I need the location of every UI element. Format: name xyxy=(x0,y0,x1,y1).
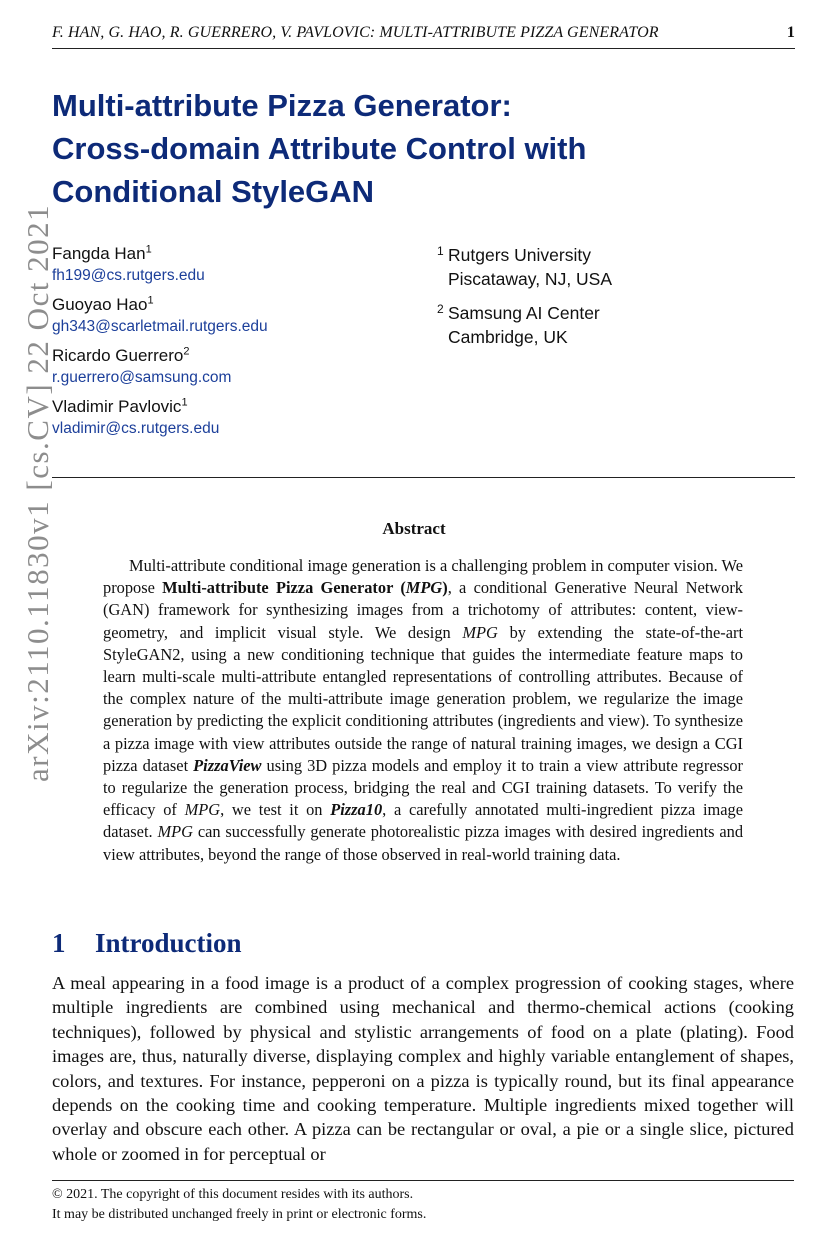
paper-title xyxy=(52,84,772,213)
author-affiliation-mark: 1 xyxy=(147,294,154,307)
affiliation-entry xyxy=(437,243,777,291)
author-entry xyxy=(52,396,412,439)
section-heading xyxy=(52,928,242,959)
author-affiliation-mark: 1 xyxy=(145,243,152,256)
affiliation-institution: Rutgers University xyxy=(448,245,591,265)
abstract-text-run: , we test it on xyxy=(220,800,331,820)
author-entry xyxy=(52,345,412,388)
abstract-heading: Abstract xyxy=(382,519,446,538)
affiliation-location: Cambridge, UK xyxy=(448,327,568,347)
footnote-divider xyxy=(52,1180,794,1181)
abstract-body xyxy=(103,555,743,866)
page-number: 1 xyxy=(786,24,795,41)
author-affiliation-mark: 1 xyxy=(181,396,188,409)
abstract-text-run: using 3D pizza models and employ it to train a view attribute regressor to regularize the generation process, bridging the real and CGI training datasets. To verify the efficacy of xyxy=(103,755,743,820)
introduction-body: A meal appearing in a food image is a product of a complex progression of cooking stages, where multiple ingredients are combined using mechanical and thermo-chemical actions (cooking techniques), followed by physical and stylistic arrangements of food on a plate (plating). Food images are, thus, naturally diverse, displaying complex and highly variable entanglement of shapes, colors, and textures. For instance, pepperoni on a pizza is typically round, but its final appearance depends on the cooking time and cooking temperature. Multiple ingredients mixed together will overlay and obscure each other. A pizza can be rectangular or oval, a pie or a single slice, pictured whole or zoomed in for perceptual or xyxy=(52,973,794,1164)
author-email-link[interactable]: fh199@cs.rutgers.edu xyxy=(52,267,205,284)
author-name: Vladimir Pavlovic$^1$ xyxy=(52,396,188,416)
abstract-text-run: Multi-attribute conditional image generation is a challenging problem in computer vision. We propose xyxy=(103,556,743,598)
author-name: Guoyao Hao$^1$ xyxy=(52,294,154,314)
affiliation-entry xyxy=(437,301,777,349)
arxiv-stamp: arXiv:2110.11830v1 [cs.CV] 22 Oct 2021 xyxy=(20,203,55,782)
section-title: Introduction xyxy=(95,928,242,958)
author-name: Ricardo Guerrero$^2$ xyxy=(52,345,190,365)
affiliation-institution: Samsung AI Center xyxy=(448,303,600,323)
title-divider xyxy=(52,477,795,478)
author-email-link[interactable]: r.guerrero@samsung.com xyxy=(52,369,232,386)
author-list xyxy=(52,243,412,447)
section-number: 1 xyxy=(52,928,66,958)
abstract-text-run: , a conditional Generative Neural Network (GAN) framework for synthesizing images from a trichotomy of attributes: content, view-geometry, and implicit visual style. We design xyxy=(103,578,743,642)
abstract-text-run: Pizza10 xyxy=(330,800,383,820)
copyright-line: © 2021. The copyright of this document resides with its authors. xyxy=(52,1187,414,1202)
abstract-text-run: MPG xyxy=(184,800,221,820)
title-line-3: Conditional StyleGAN xyxy=(52,174,375,209)
abstract-text-run: , a carefully annotated multi-ingredient pizza image dataset. xyxy=(103,800,743,842)
running-title: F. HAN, G. HAO, R. GUERRERO, V. PAVLOVIC: MULTI-ATTRIBUTE PIZZA GENERATOR xyxy=(52,24,659,41)
affiliation-list xyxy=(437,243,777,359)
abstract-text-run: ) xyxy=(442,578,448,598)
author-entry xyxy=(52,243,412,286)
author-entry xyxy=(52,294,412,337)
abstract-text-run: Multi-attribute Pizza Generator ( xyxy=(162,578,406,598)
abstract-text-run: PizzaView xyxy=(193,755,262,775)
copyright-footnote xyxy=(52,1185,426,1225)
distribution-line: It may be distributed unchanged freely in print or electronic forms. xyxy=(52,1207,427,1222)
title-line-1: Multi-attribute Pizza Generator: xyxy=(52,88,512,123)
abstract-text-run: MPG xyxy=(462,622,498,642)
affiliation-mark: 2 xyxy=(437,302,444,316)
abstract-text-run: MPG xyxy=(405,578,443,598)
abstract-text-run: MPG xyxy=(157,822,193,842)
author-affiliation-mark: 2 xyxy=(183,345,190,358)
affiliation-mark: 1 xyxy=(437,244,444,258)
abstract-text-run: can successfully generate photorealistic pizza images with desired ingredients and view attributes, beyond the range of those observed in real-world training data. xyxy=(103,822,744,864)
author-email-link[interactable]: gh343@scarletmail.rutgers.edu xyxy=(52,318,268,335)
abstract-text-run: by extending the state-of-the-art StyleGAN2, using a new conditioning technique that guides the intermediate feature maps to learn multi-scale multi-attribute entangled representations of controlling attributes. Because of the complex nature of the multi-attribute image generation problem, we regularize the image generation by predicting the explicit conditioning attributes (ingredients and view). To synthesize a pizza image with view attributes outside the range of natural training images, we design a CGI pizza dataset xyxy=(103,622,743,775)
title-line-2: Cross-domain Attribute Control with xyxy=(52,131,587,166)
running-header xyxy=(52,18,795,49)
author-name: Fangda Han$^1$ xyxy=(52,243,152,263)
author-email-link[interactable]: vladimir@cs.rutgers.edu xyxy=(52,420,220,437)
affiliation-location: Piscataway, NJ, USA xyxy=(448,269,613,289)
